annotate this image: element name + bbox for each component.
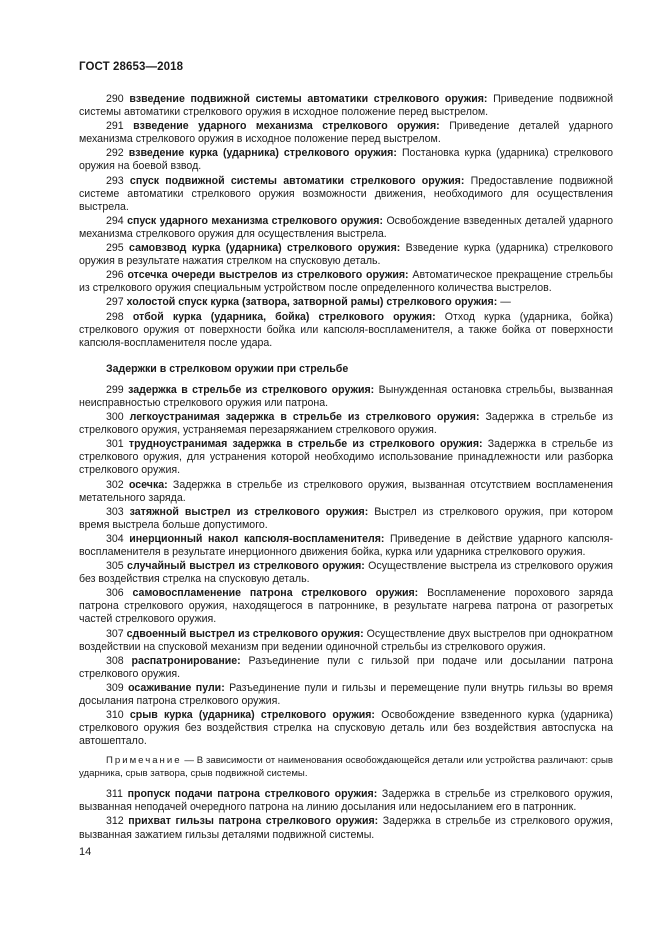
term-entry-291 xyxy=(79,120,613,146)
entry-definition: Отход курка (ударника, бойка) стрелкового оружия от поверхности бойка или капсюля-воспламенителя, а также бойка от поверхности капсюля-воспламенителя после удара. xyxy=(79,310,613,349)
entry-number: 312 xyxy=(106,815,124,828)
entry-number: 311 xyxy=(106,788,123,801)
document-body xyxy=(79,93,613,842)
section-heading: Задержки в стрелковом оружии при стрельбе xyxy=(106,362,349,375)
term-entry-295 xyxy=(79,242,613,268)
entry-number: 309 xyxy=(106,681,124,694)
entry-term: взведение курка (ударника) стрелкового оружия: xyxy=(128,147,397,160)
entry-term: распатронирование: xyxy=(131,654,241,667)
entry-definition: Предоставление подвижной системе автоматики стрелкового оружия возможности движения, необходимого для осуществления выстрела. xyxy=(79,174,613,213)
entry-definition: Вынужденная остановка стрельбы, вызванная неисправностью стрелкового оружия или патрона. xyxy=(79,383,613,409)
entry-term: осаживание пули: xyxy=(128,681,225,694)
term-entry-305 xyxy=(79,560,613,586)
entry-term: спуск подвижной системы автоматики стрелкового оружия: xyxy=(129,174,465,187)
entry-term: осечка: xyxy=(128,478,168,491)
entry-definition: Освобождение взведенных деталей ударного механизма стрелкового оружия для осуществления выстрела. xyxy=(79,214,613,240)
entry-definition: Разъединение пули с гильзой при подаче или досылании патрона стрелкового оружия. xyxy=(79,654,614,680)
term-entry-302 xyxy=(79,479,613,505)
entry-number: 306 xyxy=(106,587,124,600)
entry-number: 300 xyxy=(106,411,124,424)
term-entry-301 xyxy=(79,438,613,477)
entry-definition: — xyxy=(500,296,511,309)
entry-definition: Задержка в стрельбе из стрелкового оружия, устраняемая перезаряжанием стрелкового оружия. xyxy=(79,411,613,437)
term-entry-292 xyxy=(79,147,613,173)
entry-definition: Приведение подвижной системы автоматики стрелкового оружия в исходное положение перед выстрелом. xyxy=(79,93,613,119)
note-label: Примечание xyxy=(106,755,182,767)
entry-definition: Приведение деталей ударного механизма стрелкового оружия в исходное положение перед выстрелом. xyxy=(79,120,613,146)
entry-number: 307 xyxy=(106,627,124,640)
entry-number: 299 xyxy=(106,383,124,396)
term-entry-298 xyxy=(79,311,613,350)
entry-definition: Разъединение пули и гильзы и перемещение пули внутрь гильзы во время досылания патрона стрелкового оружия. xyxy=(79,681,613,708)
term-entry-307 xyxy=(79,628,613,654)
entry-term: случайный выстрел из стрелкового оружия: xyxy=(127,560,365,573)
term-entry-310 xyxy=(79,709,613,748)
entry-definition: Задержка в стрельбе из стрелкового оружия, вызванная отсутствием воспламенения метательного заряда. xyxy=(79,478,613,504)
entry-term: задержка в стрельбе из стрелкового оружия: xyxy=(128,383,375,396)
entry-number: 302 xyxy=(106,478,124,491)
entry-term: пропуск подачи патрона стрелкового оружия: xyxy=(127,788,378,801)
term-entry-306 xyxy=(79,587,613,626)
entry-number: 303 xyxy=(106,505,124,518)
entry-term: сдвоенный выстрел из стрелкового оружия: xyxy=(126,627,364,640)
entry-term: отбой курка (ударника, бойка) стрелкового оружия: xyxy=(132,310,436,323)
term-entry-297 xyxy=(79,296,613,309)
entry-term: самовзвод курка (ударника) стрелкового оружия: xyxy=(129,242,401,255)
term-entry-311 xyxy=(79,788,613,814)
entry-term: инерционный накол капсюля-воспламенителя: xyxy=(129,532,385,545)
entry-definition: Автоматическое прекращение стрельбы из стрелкового оружия специальным устройством после определенного количества выстрелов. xyxy=(79,269,614,295)
entry-definition: Осуществление двух выстрелов при однократном воздействии на спусковой механизм при ведении одиночной стрельбы из стрелкового оружия. xyxy=(79,627,613,653)
entry-number: 304 xyxy=(106,532,124,545)
entry-number: 294 xyxy=(106,214,124,227)
entry-definition: Постановка курка (ударника) стрелкового оружия на боевой взвод. xyxy=(79,147,614,173)
entry-definition: Освобождение взведенного курка (ударника) стрелкового оружия без воздействия стрелка на спусковую деталь или без воздействия автоспуска на автошептало. xyxy=(79,709,613,748)
entry-definition: Задержка в стрельбе из стрелкового оружия, для устранения которой необходимо использование принадлежности или разборка стрелкового оружия. xyxy=(79,438,613,477)
entry-definition: Воспламенение порохового заряда патрона стрелкового оружия, находящегося в патроннике, в результате нагрева патрона от разогретых частей стрелкового оружия. xyxy=(79,587,613,626)
term-entry-312 xyxy=(79,815,613,841)
entry-term: срыв курка (ударника) стрелкового оружия: xyxy=(129,709,375,722)
entry-definition: Осуществление выстрела из стрелкового оружия без воздействия стрелка на спусковую деталь. xyxy=(79,560,613,586)
entry-definition: Приведение в действие ударного капсюля-воспламенителя в результате инерционного движения бойка, курка или ударника стрелкового оружия. xyxy=(79,532,613,558)
term-entry-304 xyxy=(79,533,613,559)
entry-number: 292 xyxy=(106,147,124,160)
terms-group-2 xyxy=(79,384,613,749)
term-entry-303 xyxy=(79,506,613,532)
page-number: 14 xyxy=(79,846,92,858)
entry-number: 297 xyxy=(106,296,124,309)
entry-term: взведение ударного механизма стрелкового оружия: xyxy=(133,120,440,133)
entry-number: 293 xyxy=(106,174,124,187)
note-text: — В зависимости от наименования освобождающейся детали или устройства различают: срыв ударника, срыв затвора, срыв подвижной системы. xyxy=(79,755,613,779)
term-entry-296 xyxy=(79,269,613,295)
entry-term: взведение подвижной системы автоматики стрелкового оружия: xyxy=(129,93,488,105)
term-entry-300 xyxy=(79,411,613,437)
entry-term: затяжной выстрел из стрелкового оружия: xyxy=(129,505,369,518)
term-entry-294 xyxy=(79,215,613,241)
entry-number: 298 xyxy=(106,310,124,323)
entry-term: прихват гильзы патрона стрелкового оружия: xyxy=(128,815,379,828)
entry-term: самовоспламенение патрона стрелкового оружия: xyxy=(132,587,419,600)
entry-number: 301 xyxy=(106,438,124,451)
term-entry-308 xyxy=(79,655,613,681)
term-entry-299 xyxy=(79,384,613,410)
entry-term: спуск ударного механизма стрелкового оружия: xyxy=(127,214,384,227)
entry-number: 310 xyxy=(106,709,124,722)
term-entry-290 xyxy=(79,93,613,119)
entry-definition: Выстрел из стрелкового оружия, при котором время выстрела больше допустимого. xyxy=(79,505,613,531)
entry-definition: Задержка в стрельбе из стрелкового оружия, вызванная зажатием гильзы деталями подвижной системы. xyxy=(79,815,614,841)
entry-term: трудноустранимая задержка в стрельбе из стрелкового оружия: xyxy=(128,438,483,451)
entry-term: легкоустранимая задержка в стрельбе из стрелкового оружия: xyxy=(129,411,480,424)
entry-number: 295 xyxy=(106,242,124,255)
term-entry-293 xyxy=(79,175,613,214)
entry-number: 308 xyxy=(106,654,124,667)
terms-group-3 xyxy=(79,788,613,841)
document-header: ГОСТ 28653—2018 xyxy=(79,61,184,73)
entry-number: 290 xyxy=(106,93,124,105)
terms-group-1 xyxy=(79,93,613,350)
entry-number: 291 xyxy=(106,120,124,133)
entry-definition: Задержка в стрельбе из стрелкового оружия, вызванная неподачей очередного патрона на линию досылания или недосыланием его в патронник. xyxy=(79,788,614,814)
term-entry-309 xyxy=(79,682,613,708)
entry-term: холостой спуск курка (затвора, затворной рамы) стрелкового оружия: xyxy=(126,296,498,309)
note xyxy=(79,755,613,780)
entry-number: 296 xyxy=(106,269,124,282)
entry-term: отсечка очереди выстрелов из стрелкового оружия: xyxy=(127,269,409,282)
entry-number: 305 xyxy=(106,560,124,573)
entry-definition: Взведение курка (ударника) стрелкового оружия в результате нажатия стрелком на спусковую деталь. xyxy=(79,242,613,268)
